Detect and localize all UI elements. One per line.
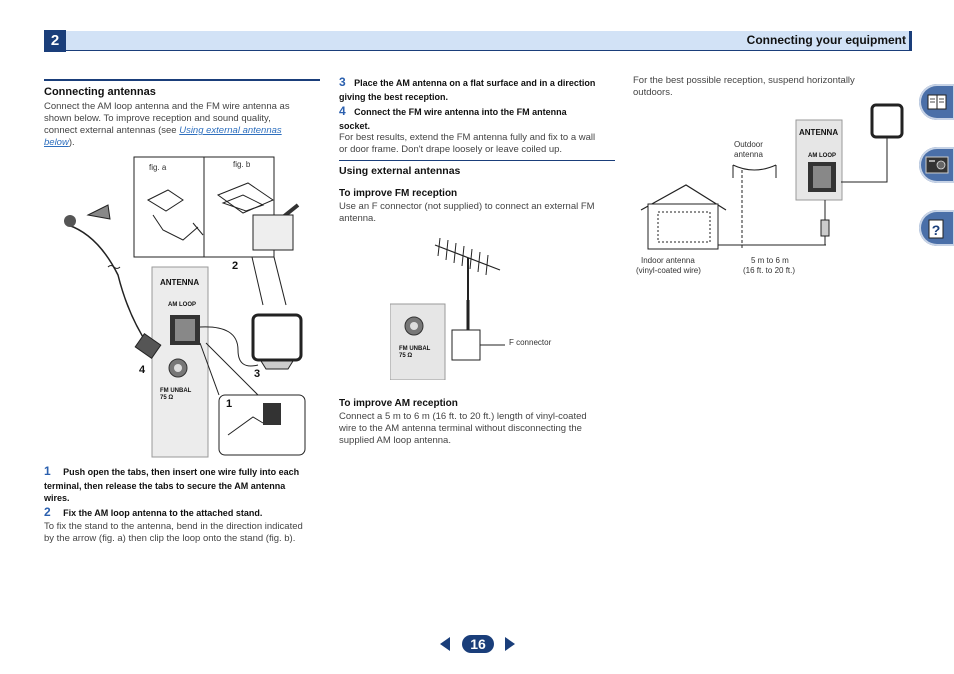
panel-75-label: 75 Ω — [160, 395, 174, 401]
below-link[interactable]: below — [44, 137, 69, 148]
next-page-button[interactable] — [505, 637, 515, 651]
outdoor-label-1: Outdoor — [734, 140, 763, 149]
external-antennas-link[interactable]: Using external antennas — [179, 125, 282, 136]
nav-receiver-button[interactable] — [919, 147, 954, 183]
right-am-loop-label: AM LOOP — [808, 153, 836, 159]
section-rule — [44, 79, 320, 81]
svg-text:?: ? — [931, 222, 941, 238]
fm-unbal-label: FM UNBAL — [399, 346, 431, 352]
panel-antenna-label: ANTENNA — [160, 278, 200, 287]
section-title: Connecting antennas — [44, 86, 156, 98]
callout-3: 3 — [254, 368, 261, 380]
fm-title: To improve FM reception — [339, 188, 458, 199]
nav-help-button[interactable] — [919, 210, 954, 246]
ext-title: Using external antennas — [339, 165, 461, 177]
header-title: Connecting your equipment — [746, 33, 906, 47]
am-body: Connect a 5 m to 6 m (16 ft. to 20 ft.) length of vinyl-coated wire to the AM antenna terminal without disconnecting the supplied AM loop antenna. — [339, 411, 587, 446]
indoor-label-2: (vinyl-coated wire) — [636, 266, 701, 275]
fig-b-label: fig. b — [233, 160, 251, 169]
chapter-number: 2 — [44, 30, 66, 52]
fig-a-label: fig. a — [149, 163, 167, 172]
step-4: 4 Connect the FM wire antenna into the FM antenna socket. For best results, extend the FM antenna fully and fix to a wall or door frame. Don't drape loosely or leave coiled up. — [339, 104, 596, 155]
indoor-label-1: Indoor antenna — [641, 256, 695, 265]
fm-body: Use an F connector (not supplied) to connect an external FM antenna. — [339, 201, 595, 224]
receiver-icon — [919, 147, 954, 183]
length-label-1: 5 m to 6 m — [751, 256, 789, 265]
help-icon — [919, 210, 954, 246]
page-number: 16 — [462, 635, 494, 653]
outdoor-label-2: antenna — [734, 150, 763, 159]
step-2: 2 Fix the AM loop antenna to the attached stand. To fix the stand to the antenna, bend in the direction indicated by the arrow (fig. a) then clip the loop onto the stand (fig. b). — [44, 505, 303, 544]
right-note: For the best possible reception, suspend horizontally outdoors. — [633, 75, 855, 98]
f-connector-label: F connector — [509, 338, 552, 347]
panel-am-loop-label: AM LOOP — [168, 302, 196, 308]
right-antenna-label: ANTENNA — [799, 128, 839, 137]
callout-4: 4 — [139, 364, 146, 376]
callout-2: 2 — [232, 260, 239, 272]
step-1: 1 Push open the tabs, then insert one wire fully into each terminal, then release the tabs to secure the AM antenna wires. — [44, 464, 300, 503]
fm-75-label: 75 Ω — [399, 353, 413, 359]
book-icon — [919, 84, 954, 120]
nav-contents-button[interactable] — [919, 84, 954, 120]
prev-page-button[interactable] — [440, 637, 450, 651]
step-3: 3 Place the AM antenna on a flat surface and in a direction giving the best reception. — [339, 75, 596, 102]
am-title: To improve AM reception — [339, 398, 458, 409]
ext-rule — [339, 160, 615, 161]
intro-text: Connect the AM loop antenna and the FM wire antenna as shown below. To improve reception and sound quality, connect external antennas (see Using external antennas below). — [44, 101, 290, 148]
am-external-figure — [636, 100, 906, 260]
panel-fm-unbal-label: FM UNBAL — [160, 388, 192, 394]
callout-1: 1 — [226, 398, 233, 410]
length-label-2: (16 ft. to 20 ft.) — [743, 266, 796, 275]
